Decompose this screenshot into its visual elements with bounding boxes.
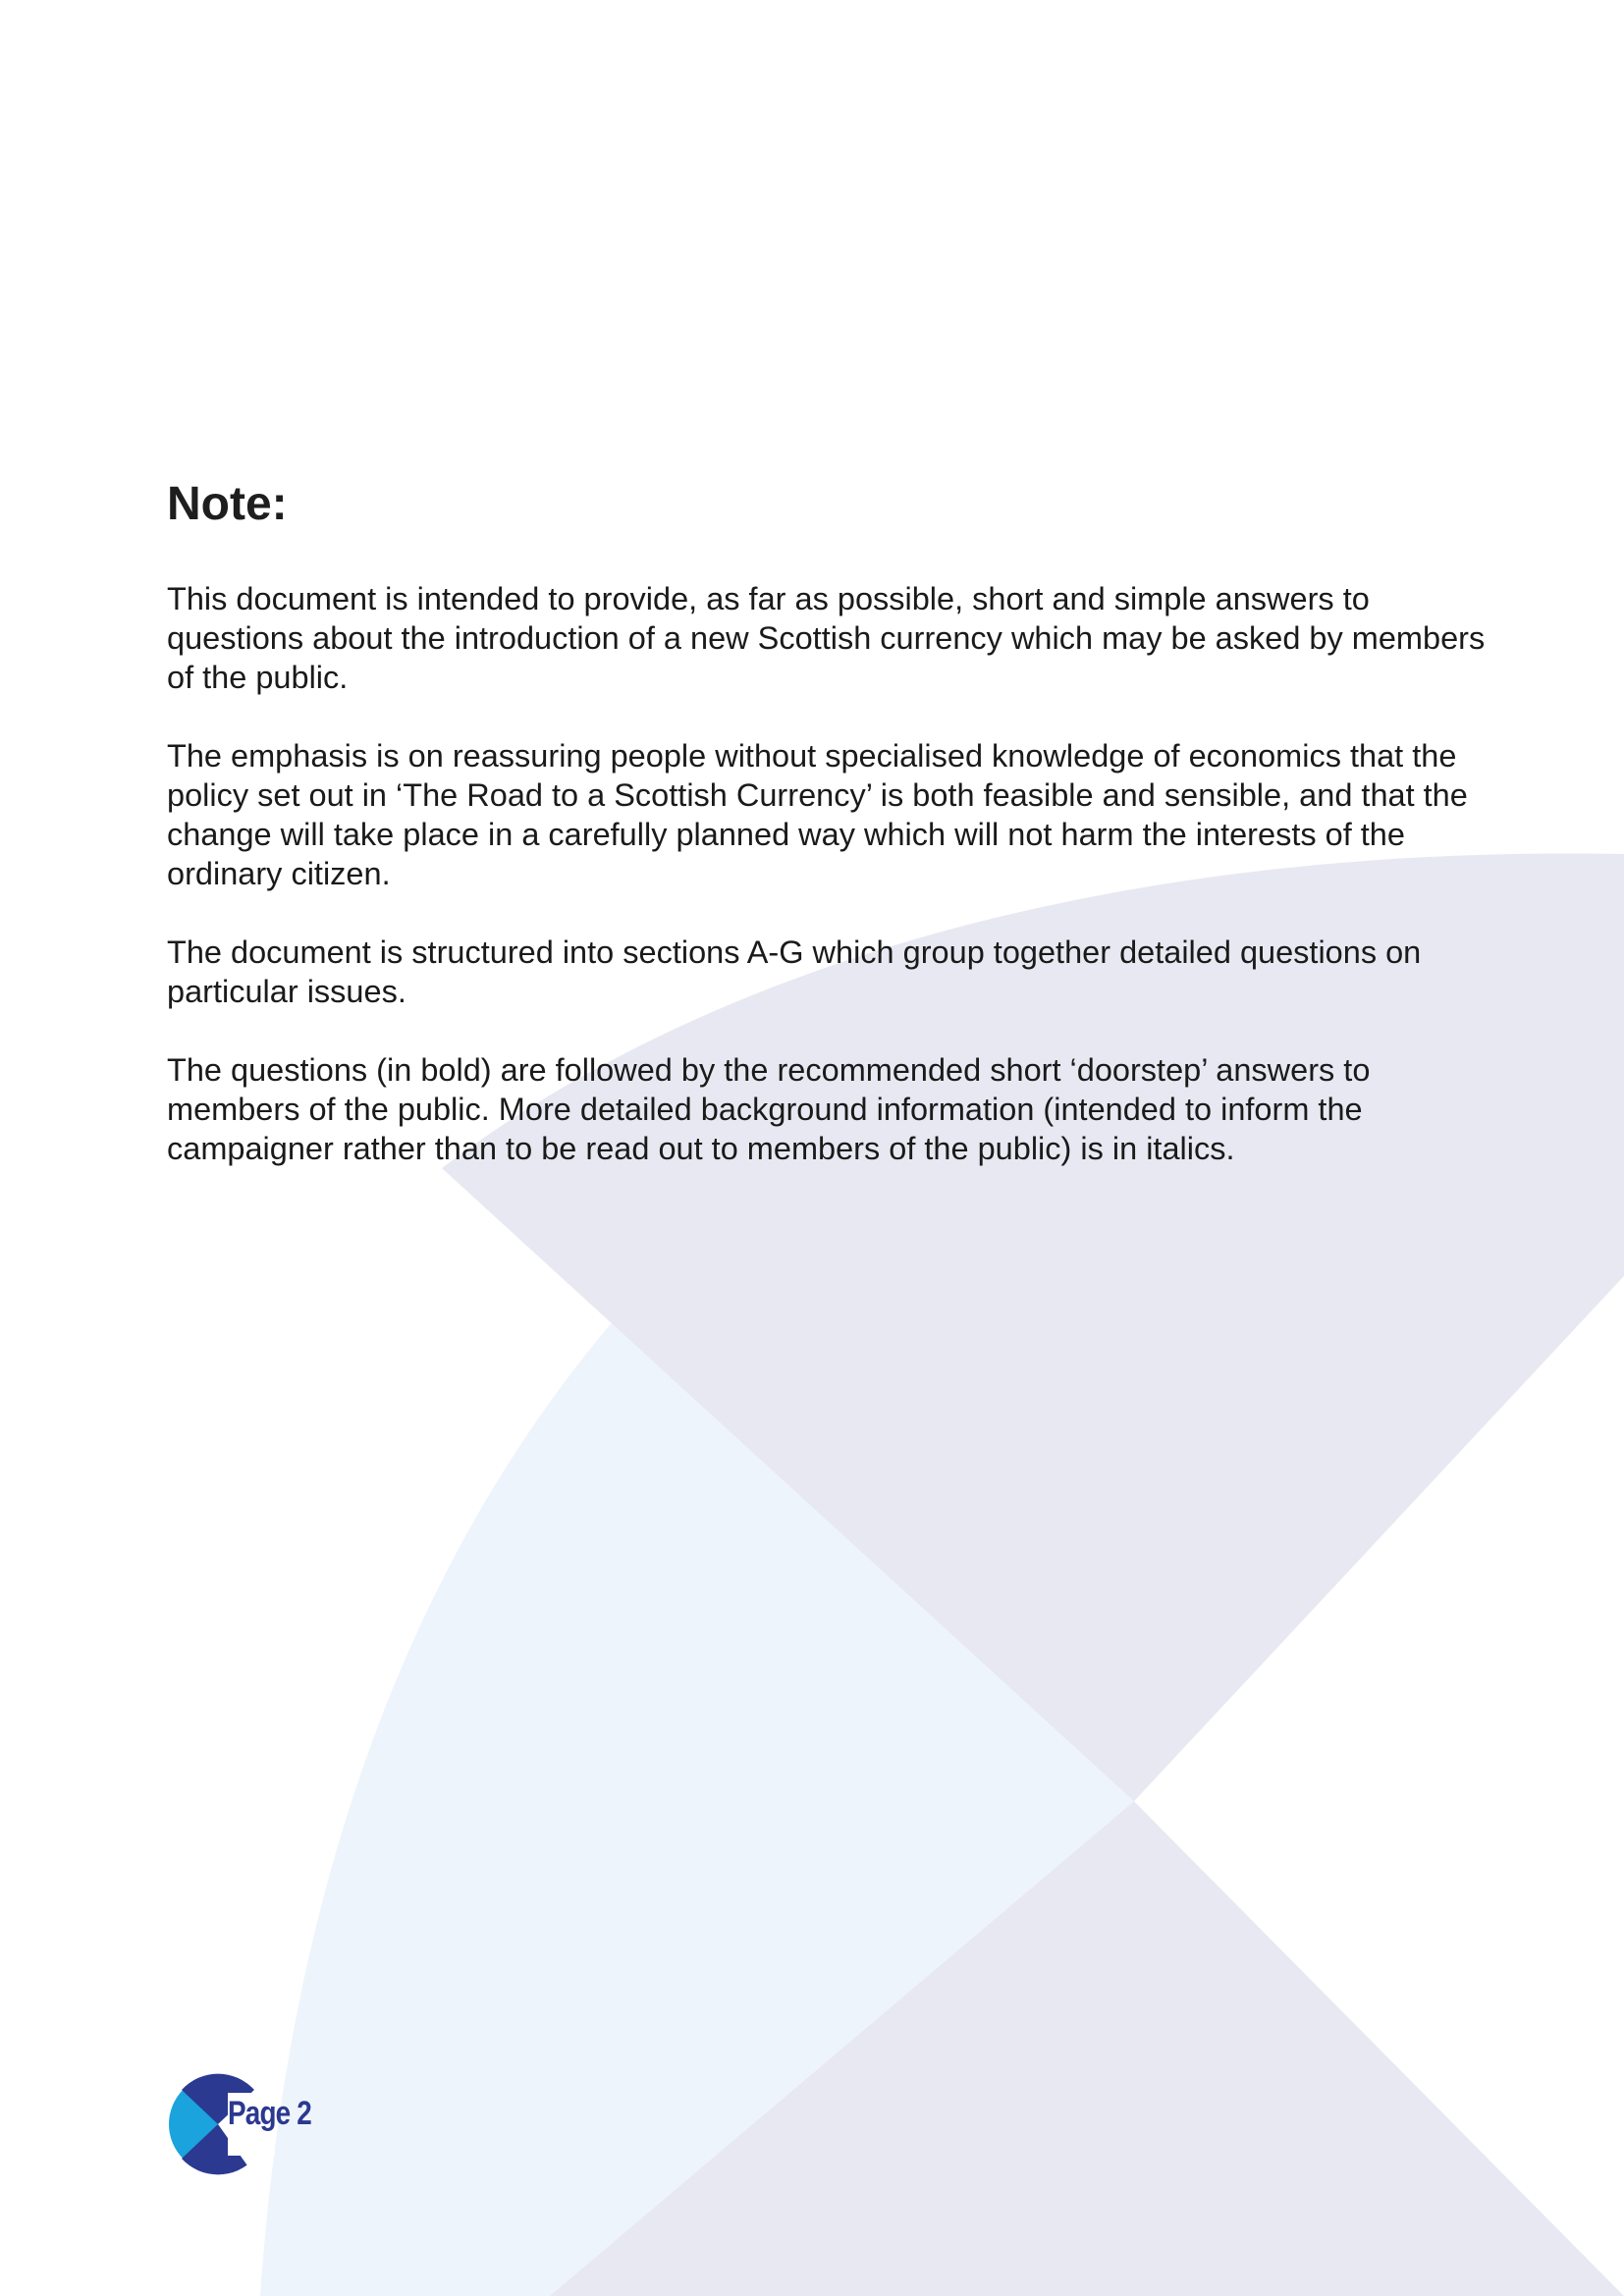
page-number-badge	[167, 2073, 311, 2175]
paragraph-structure: The document is structured into sections A-G which group together detailed questions on particular issues.	[167, 934, 1422, 1009]
main-content	[167, 478, 1502, 1207]
paragraph-format: The questions (in bold) are followed by the recommended short ‘doorstep’ answers to members of the public. More detailed background information (intended to inform the campaigner rather than to be read out to members of the public) is in italics.	[167, 1052, 1371, 1166]
paragraph-emphasis: The emphasis is on reassuring people without specialised knowledge of economics that the policy set out in ‘The Road to a Scottish Currency’ is both feasible and sensible, and that the change will take place in a carefully planned way which will not harm the interests of the ordinary citizen.	[167, 738, 1468, 891]
page-number-label: Page 2	[228, 2095, 311, 2132]
paragraph-intro: This document is intended to provide, as far as possible, short and simple answers to questions about the introduction of a new Scottish currency which may be asked by members of the public.	[167, 581, 1486, 695]
page-heading: Note:	[167, 478, 288, 530]
